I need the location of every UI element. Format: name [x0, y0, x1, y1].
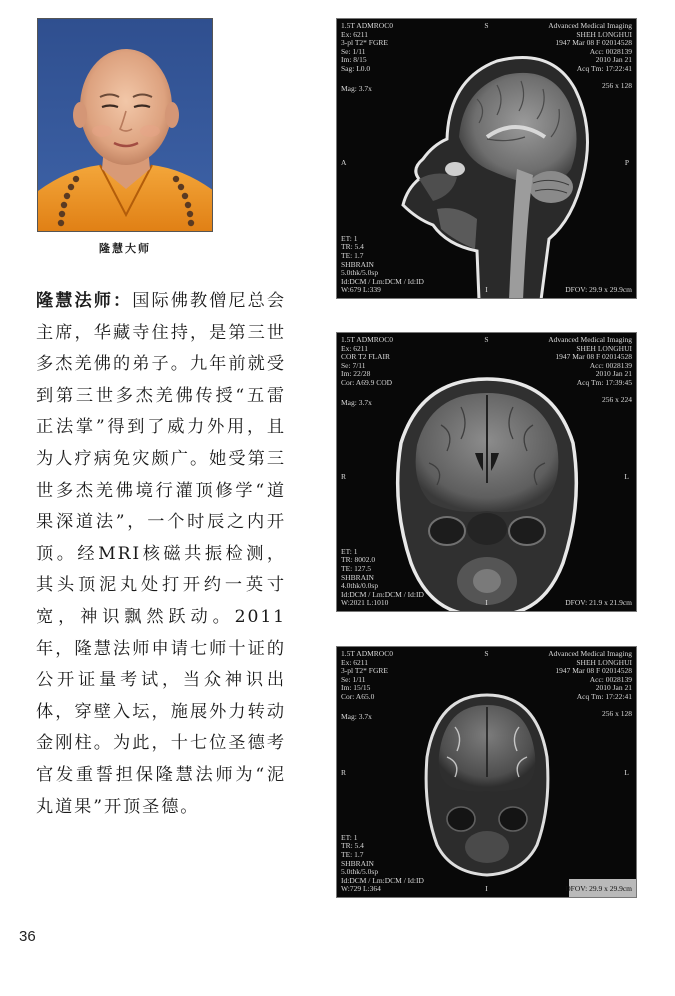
- scan-2-inferior-marker: I: [485, 598, 488, 608]
- scan-1-fov: DFOV: 29.9 x 29.9cm: [565, 285, 632, 295]
- scan-1-header-left: 1.5T ADMROC0 Ex: 6211 3-pl T2* FGRE Se: 1/11 Im: 8/15 Sag: L0.0: [341, 21, 393, 73]
- scan-2-footer-left: ET: 1 TR: 8002.0 TE: 127.5 SHBRAIN 4.0thk/0.0sp Id:DCM / Lm:DCM / Id:ID W:2021 L:1010: [341, 546, 424, 608]
- photo-caption: 隆慧大师: [99, 242, 151, 255]
- scan-1-superior-marker: S: [484, 21, 489, 30]
- scan-3-left-marker: R: [341, 768, 347, 777]
- mri-coronal-flair-scan: [336, 332, 637, 612]
- body-paragraph: [36, 286, 286, 823]
- scan-3-inferior-marker: I: [485, 884, 488, 894]
- scan-2-header-left: 1.5T ADMROC0 Ex: 6211 COR T2 FLAIR Se: 7/11 Im: 22/28 Cor: A69.9 COD: [341, 335, 393, 387]
- scan-1-footer-left: ET: 1 TR: 5.4 TE: 1.7 SHBRAIN 5.0thk/5.0sp Id:DCM / Lm:DCM / Id:ID W:679 L:339: [341, 233, 424, 295]
- scan-1-right-marker: P: [624, 158, 629, 167]
- portrait-photo: [37, 18, 213, 232]
- mri-sagittal-scan: [336, 18, 637, 299]
- scan-2-matrix: 256 x 224: [602, 394, 632, 404]
- body-text: 国际佛教僧尼总会主席，华藏寺住持，是第三世多杰羌佛的弟子。九年前就受到第三世多杰羌佛传授“五雷正法掌”得到了威力外用，且为人疗病免灾颇广。她受第三世多杰羌佛境行灌顶修学“道果深道法”，一个时辰之内开顶。经MRI核磁共振检测，其头顶泥丸处打开约一英寸宽，神识飘然跃动。2011年，隆慧法师申请七师十证的公开证量考试，当众神识出体，穿壁入坛，施展外力转动金刚柱。为此，十七位圣德考官发重誓担保隆慧法师为“泥丸道果”开顶圣德。: [36, 291, 286, 817]
- scan-2-header-right: Advanced Medical Imaging SHEH LONGHUI 1947 Mar 08 F 02014528 Acc: 0028139 2010 Jan 21 Acq Tm: 17:39:45 256 x 224: [548, 335, 632, 404]
- scan-1-inferior-marker: I: [485, 285, 488, 295]
- mri-coronal-fgre-scan: [336, 646, 637, 898]
- scan-2-superior-marker: S: [484, 335, 489, 344]
- scan-1-left-marker: A: [341, 158, 347, 167]
- scan-2-magnification: Mag: 3.7x: [341, 398, 372, 407]
- scan-3-footer-left: ET: 1 TR: 5.4 TE: 1.7 SHBRAIN 5.0thk/5.0sp Id:DCM / Lm:DCM / Id:ID W:729 L:364: [341, 832, 424, 894]
- scan-3-fov: DFOV: 29.9 x 29.9cm: [565, 884, 632, 894]
- scan-3-superior-marker: S: [484, 649, 489, 658]
- scan-1-magnification: Mag: 3.7x: [341, 84, 372, 93]
- scan-2-right-marker: L: [624, 472, 629, 481]
- scan-3-magnification: Mag: 3.7x: [341, 712, 372, 721]
- scan-2-fov: DFOV: 21.9 x 21.9cm: [565, 598, 632, 608]
- scan-3-header-left: 1.5T ADMROC0 Ex: 6211 3-pl T2* FGRE Se: 1/11 Im: 15/15 Cor: A65.0: [341, 649, 393, 701]
- body-lead: 隆慧法师：: [36, 291, 133, 311]
- page-number: 36: [19, 928, 36, 945]
- scan-3-matrix: 256 x 128: [602, 708, 632, 718]
- scan-3-right-marker: L: [624, 768, 629, 777]
- scan-3-header-right: Advanced Medical Imaging SHEH LONGHUI 1947 Mar 08 F 02014528 Acc: 0028139 2010 Jan 21 Acq Tm: 17:22:41 256 x 128: [548, 649, 632, 718]
- scan-1-header-right: Advanced Medical Imaging SHEH LONGHUI 1947 Mar 08 F 02014528 Acc: 0028139 2010 Jan 21 Acq Tm: 17:22:41 256 x 128: [548, 21, 632, 90]
- scan-2-left-marker: R: [341, 472, 347, 481]
- scan-1-matrix: 256 x 128: [602, 80, 632, 90]
